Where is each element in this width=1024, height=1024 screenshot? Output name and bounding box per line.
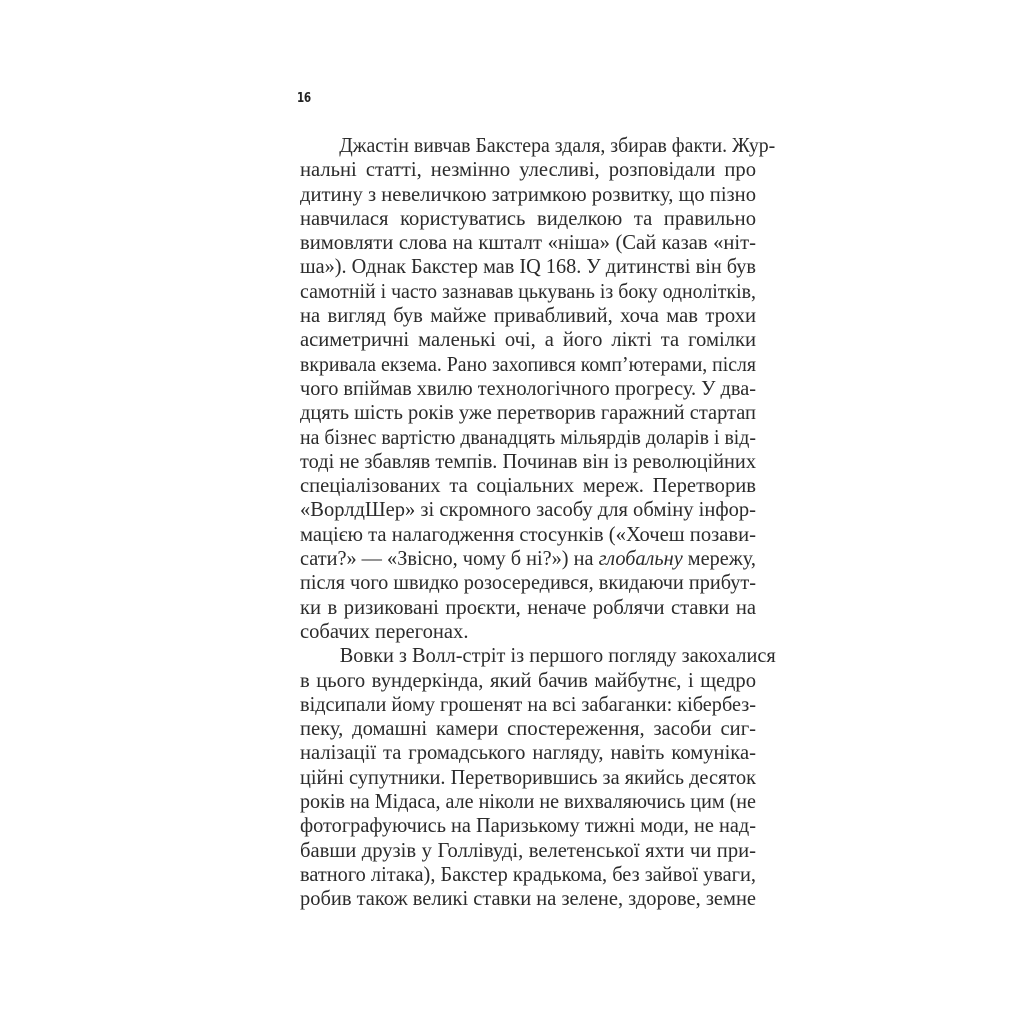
paragraph-1 [300,134,776,644]
text-line: років на Мідаса, але ніколи не вихваляючись цим (не [300,791,756,814]
text-line: ки в ризиковані проєкти, неначе роблячи ставки на [300,596,756,619]
text-line: дитину з невеличкою затримкою розвитку, що пізно [300,183,756,206]
text-line: тоді не збавляв темпів. Починав він із революційних [300,450,756,473]
text-line: бавши друзів у Голлівуді, велетенської яхти чи при- [300,839,756,862]
page-number: 16 [297,91,311,106]
text-line: нальні статті, незмінно улесливі, розповідали про [300,159,756,182]
text-line: на вигляд був майже привабливий, хоча мав трохи [300,305,756,328]
text-line: ша»). Однак Бакстер мав IQ 168. У дитинстві він був [300,256,756,279]
text-run: сати?» — «Звісно, чому б ні?») на [300,548,599,571]
text-line: мацією та налагодження стосунків («Хочеш позави- [300,523,756,546]
text-line: Вовки з Волл-стріт із першого погляду закохалися [339,645,776,668]
text-line: ційні супутники. Перетворившись за якийсь десяток [300,766,756,789]
text-run: мережу, [682,548,756,571]
text-line: дцять шість років уже перетворив гаражний стартап [300,402,756,425]
text-line: в цього вундеркінда, який бачив майбутнє, і щедро [300,669,756,692]
text-line: пеку, домашні камери спостереження, засоби сиг- [300,718,756,741]
text-line: відсипали йому грошенят на всі забаганки: кібербез- [300,693,756,716]
text-line: після чого швидко розосередився, вкидаючи прибут- [300,572,756,595]
text-line: самотній і часто зазнавав цькувань із боку однолітків, [300,280,756,303]
body-text [300,134,776,912]
text-line: «ВорлдШер» зі скромного засобу для обміну інфор- [300,499,756,522]
text-line: вкривала екзема. Рано захопився комп’ютерами, після [300,353,756,376]
paragraph-2 [300,644,776,911]
text-line: ватного літака), Бакстер крадькома, без зайвої уваги, [300,863,756,886]
text-line: Джастін вивчав Бакстера здаля, збирав факти. Жур- [339,135,776,157]
text-line-with-italic [300,547,756,571]
text-line: фотографуючись на Паризькому тижні моди, не над- [300,815,756,838]
text-line: вимовляти слова на кшталт «ніша» (Сай казав «ніт- [300,232,756,255]
text-line: навчилася користуватись виделкою та правильно [300,207,756,230]
italic-emphasis: глобальну [598,548,683,571]
text-line: асиметричні маленькі очі, а його лікті та гомілки [300,329,756,352]
text-line: на бізнес вартістю дванадцять мільярдів доларів і від- [300,426,756,449]
text-line: робив також великі ставки на зелене, здорове, земне [300,888,756,911]
text-line: спеціалізованих та соціальних мереж. Перетворив [300,475,756,498]
text-line: собачих перегонах. [300,620,469,643]
text-line: чого впіймав хвилю технологічного прогресу. У два- [300,377,756,400]
text-line: налізації та громадського нагляду, навіть комуніка- [300,742,756,765]
